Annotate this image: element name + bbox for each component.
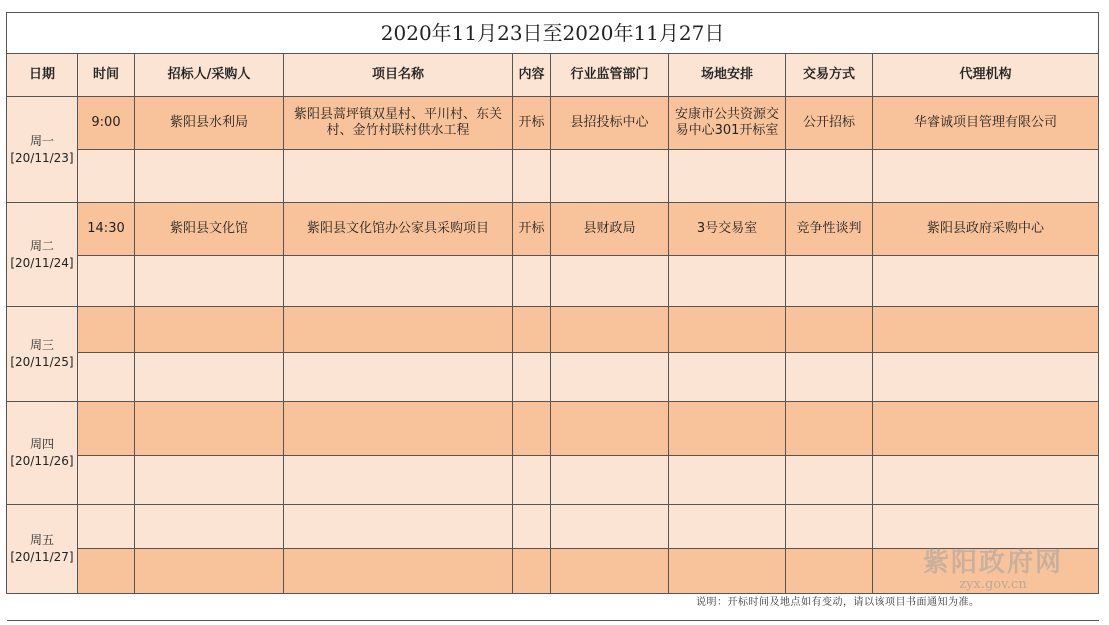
table-row [7, 150, 1099, 203]
header-content: 内容 [513, 54, 551, 97]
watermark-title: 紫阳政府网 [922, 548, 1063, 578]
table-row [7, 203, 1099, 256]
cell-bidder [135, 549, 284, 594]
header-dept: 行业监管部门 [551, 54, 669, 97]
day-cell [7, 402, 78, 505]
cell-dept [551, 150, 669, 203]
cell-time [78, 402, 135, 456]
watermark-url: zyx.gov.cn [959, 577, 1027, 592]
table-row [7, 307, 1099, 353]
cell-agency: 华睿诚项目管理有限公司 [873, 97, 1099, 150]
cell-time [78, 505, 135, 549]
day-name: 周四 [29, 437, 54, 451]
cell-dept [551, 456, 669, 505]
cell-bidder [135, 456, 284, 505]
cell-method [786, 549, 873, 594]
cell-content [513, 150, 551, 203]
cell-agency [873, 307, 1099, 353]
day-cell [7, 97, 78, 203]
cell-project [284, 256, 513, 307]
cell-venue [669, 307, 786, 353]
cell-dept [551, 353, 669, 402]
cell-dept: 县财政局 [551, 203, 669, 256]
cell-content [513, 505, 551, 549]
cell-content [513, 549, 551, 594]
cell-venue: 安康市公共资源交易中心301开标室 [669, 97, 786, 150]
header-bidder: 招标人/采购人 [135, 54, 284, 97]
cell-project [284, 505, 513, 549]
schedule-table [6, 12, 1099, 621]
day-date: [20/11/25] [10, 355, 74, 369]
header-row [7, 54, 1099, 97]
cell-content [513, 256, 551, 307]
header-method: 交易方式 [786, 54, 873, 97]
header-agency: 代理机构 [873, 54, 1099, 97]
day-date: [20/11/23] [10, 150, 74, 165]
cell-agency [873, 402, 1099, 456]
schedule-title: 2020年11月23日至2020年11月27日 [7, 13, 1099, 54]
cell-venue [669, 402, 786, 456]
header-time: 时间 [78, 54, 135, 97]
cell-bidder [135, 307, 284, 353]
cell-method: 公开招标 [786, 97, 873, 150]
cell-dept [551, 402, 669, 456]
day-cell [7, 203, 78, 307]
cell-agency [873, 456, 1099, 505]
cell-bidder [135, 256, 284, 307]
cell-time [78, 256, 135, 307]
cell-bidder [135, 150, 284, 203]
cell-time [78, 307, 135, 353]
cell-project [284, 307, 513, 353]
cell-bidder [135, 402, 284, 456]
cell-bidder [135, 353, 284, 402]
cell-agency [873, 353, 1099, 402]
day-name: 周二 [29, 238, 54, 253]
day-cell [7, 505, 78, 594]
cell-time [78, 150, 135, 203]
day-name: 周三 [29, 338, 54, 352]
day-cell [7, 307, 78, 402]
cell-dept: 县招投标中心 [551, 97, 669, 150]
cell-time [78, 353, 135, 402]
header-date: 日期 [7, 54, 78, 97]
cell-project [284, 456, 513, 505]
day-name: 周五 [29, 533, 54, 547]
cell-project [284, 402, 513, 456]
cell-method [786, 256, 873, 307]
cell-method [786, 456, 873, 505]
cell-agency [873, 256, 1099, 307]
cell-bidder: 紫阳县文化馆 [135, 203, 284, 256]
cell-content: 开标 [513, 97, 551, 150]
cell-bidder: 紫阳县水利局 [135, 97, 284, 150]
day-date: [20/11/24] [10, 255, 74, 270]
cell-method [786, 150, 873, 203]
day-date: [20/11/27] [10, 550, 74, 564]
cell-content [513, 353, 551, 402]
cell-agency: 紫阳县政府采购中心 [873, 203, 1099, 256]
header-venue: 场地安排 [669, 54, 786, 97]
cell-venue [669, 353, 786, 402]
table-row [7, 402, 1099, 456]
footnote: 说明：开标时间及地点如有变动，请以该项目书面通知为准。 [696, 597, 980, 608]
cell-venue [669, 505, 786, 549]
day-name: 周一 [29, 133, 54, 148]
cell-project [284, 150, 513, 203]
cell-venue [669, 456, 786, 505]
cell-time [78, 549, 135, 594]
table-row [7, 353, 1099, 402]
cell-time: 14:30 [78, 203, 135, 256]
day-date: [20/11/26] [10, 454, 74, 468]
cell-project: 紫阳县文化馆办公家具采购项目 [284, 203, 513, 256]
cell-time [78, 456, 135, 505]
cell-project [284, 353, 513, 402]
cell-content: 开标 [513, 203, 551, 256]
cell-venue [669, 549, 786, 594]
cell-bidder [135, 505, 284, 549]
cell-content [513, 456, 551, 505]
cell-project [284, 549, 513, 594]
cell-dept [551, 549, 669, 594]
cell-method [786, 505, 873, 549]
cell-method: 竞争性谈判 [786, 203, 873, 256]
cell-method [786, 402, 873, 456]
cell-venue [669, 256, 786, 307]
table-row [7, 97, 1099, 150]
table-row [7, 256, 1099, 307]
header-project: 项目名称 [284, 54, 513, 97]
cell-method [786, 307, 873, 353]
table-row [7, 456, 1099, 505]
cell-content [513, 307, 551, 353]
cell-dept [551, 256, 669, 307]
cell-agency [873, 150, 1099, 203]
cell-method [786, 353, 873, 402]
cell-venue: 3号交易室 [669, 203, 786, 256]
cell-dept [551, 505, 669, 549]
cell-venue [669, 150, 786, 203]
cell-dept [551, 307, 669, 353]
watermark [908, 542, 1078, 592]
cell-project: 紫阳县蒿坪镇双星村、平川村、东关村、金竹村联村供水工程 [284, 97, 513, 150]
cell-time: 9:00 [78, 97, 135, 150]
cell-content [513, 402, 551, 456]
